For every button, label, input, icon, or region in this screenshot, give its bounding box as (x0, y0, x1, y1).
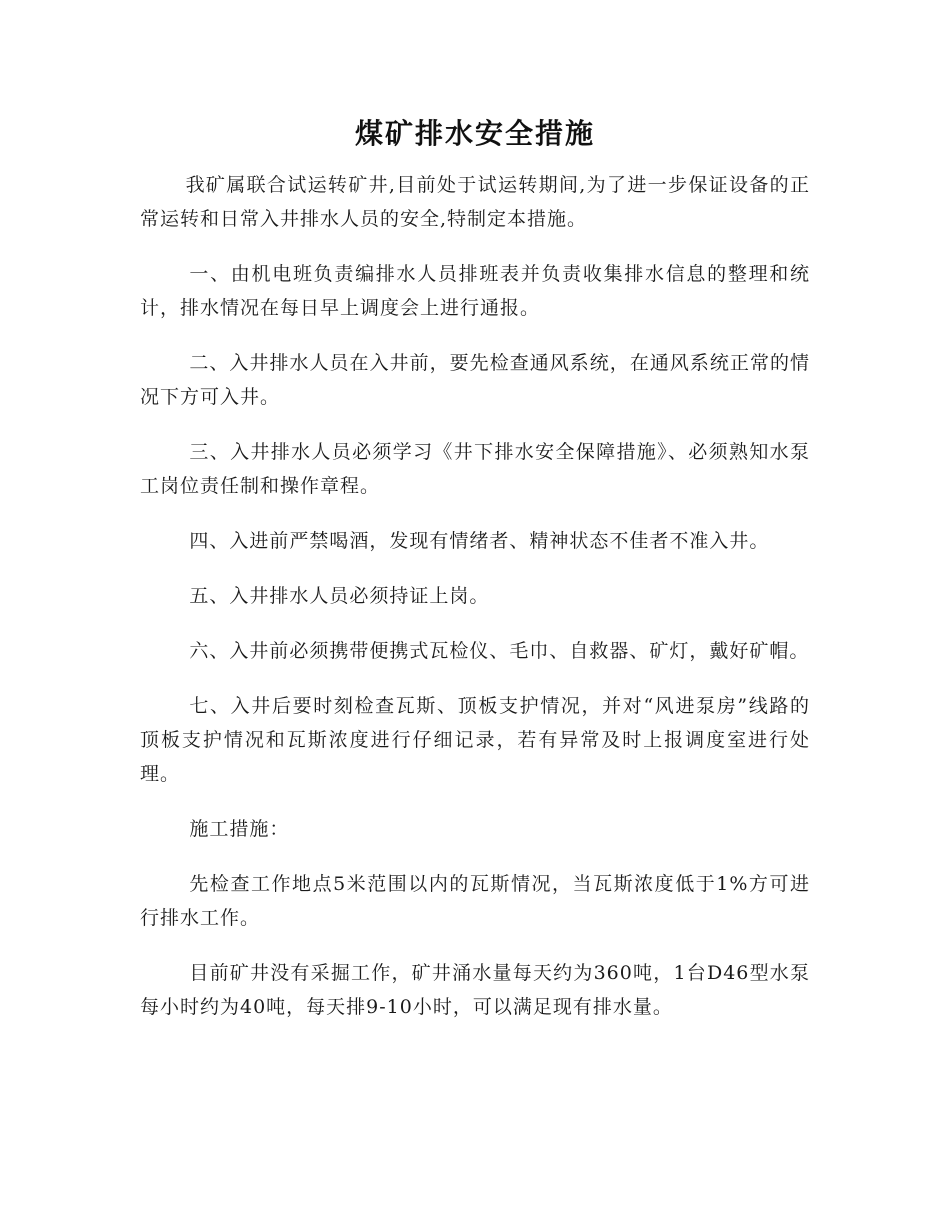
paragraph-item-7: 七、入井后要时刻检查瓦斯、顶板支护情况，并对“风进泵房”线路的顶板支护情况和瓦斯浓度进行仔细记录，若有异常及时上报调度室进行处理。 (140, 695, 810, 785)
document-title: 煤矿排水安全措施 (354, 117, 595, 150)
paragraph-item-5: 五、入井排水人员必须持证上岗。 (189, 585, 490, 607)
section-heading-construction: 施工措施： (189, 818, 290, 840)
paragraph-item-6: 六、入井前必须携带便携式瓦检仪、毛巾、自救器、矿灯，戴好矿帽。 (189, 640, 810, 662)
document-body (140, 168, 810, 1045)
paragraph-water-volume: 目前矿井没有采掘工作，矿井涌水量每天约为360吨，1台D46型水泵每小时约为40吨，每天排9-10小时，可以满足现有排水量。 (140, 962, 810, 1018)
paragraph-intro: 我矿属联合试运转矿井,目前处于试运转期间,为了进一步保证设备的正常运转和日常入井排水人员的安全,特制定本措施。 (140, 174, 810, 230)
paragraph-item-1: 一、由机电班负责编排水人员排班表并负责收集排水信息的整理和统计，排水情况在每日早上调度会上进行通报。 (140, 263, 810, 319)
paragraph-gas-check: 先检查工作地点5米范围以内的瓦斯情况，当瓦斯浓度低于1%方可进行排水工作。 (140, 873, 810, 929)
paragraph-item-3: 三、入井排水人员必须学习《井下排水安全保障措施》、必须熟知水泵工岗位责任制和操作章程。 (140, 441, 810, 497)
paragraph-item-2: 二、入井排水人员在入井前，要先检查通风系统，在通风系统正常的情况下方可入井。 (140, 352, 810, 408)
paragraph-item-4: 四、入进前严禁喝酒，发现有情绪者、精神状态不佳者不准入井。 (189, 530, 770, 552)
